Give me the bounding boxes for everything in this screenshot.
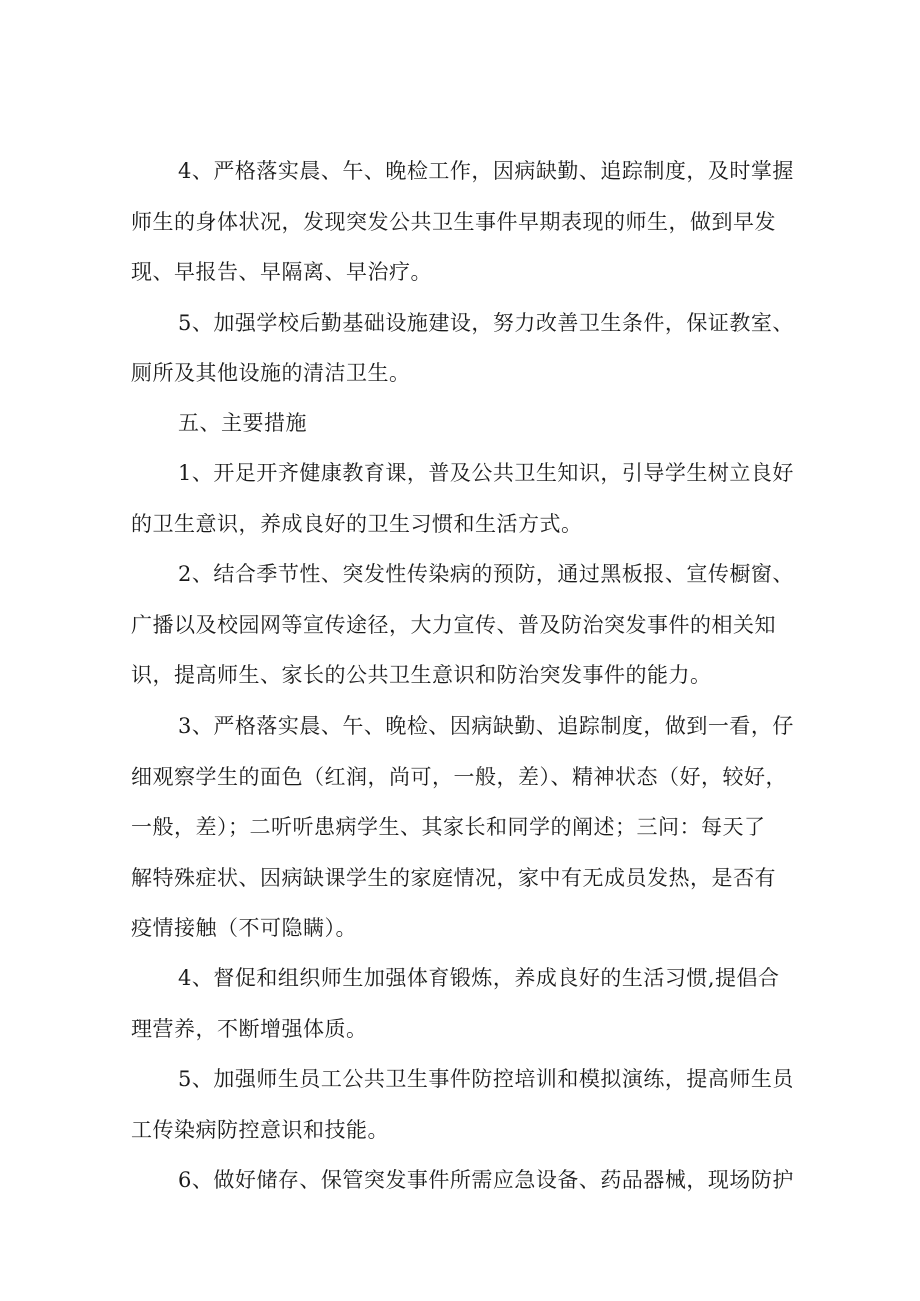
text-line: 细观察学生的面色（红润，尚可，一般，差）、精神状态（好，较好， [131, 765, 787, 789]
text-line: 2、结合季节性、突发性传染病的预防，通过黑板报、宣传橱窗、 [178, 562, 794, 586]
text-line: 4、严格落实晨、午、晚检工作，因病缺勤、追踪制度，及时掌握 [178, 159, 794, 183]
text-line: 识，提高师生、家长的公共卫生意识和防治突发事件的能力。 [131, 663, 712, 687]
text-line: 一般，差）；二听听患病学生、其家长和同学的阐述；三问：每天了 [131, 815, 766, 839]
text-line: 疫情接触（不可隐瞒）。 [131, 916, 357, 940]
text-line: 师生的身体状况，发现突发公共卫生事件早期表现的师生，做到早发 [131, 210, 776, 234]
text-line: 厕所及其他设施的清洁卫生。 [131, 361, 411, 385]
text-line: 现、早报告、早隔离、早治疗。 [131, 260, 432, 284]
text-line: 5、加强师生员工公共卫生事件防控培训和模拟演练，提高师生员 [178, 1067, 794, 1091]
text-line: 的卫生意识，养成良好的卫生习惯和生活方式。 [131, 512, 583, 536]
text-line: 6、做好储存、保管突发事件所需应急设备、药品器械，现场防护 [178, 1168, 794, 1192]
text-line: 5、加强学校后勤基础设施建设，努力改善卫生条件，保证教室、 [178, 311, 794, 335]
text-line: 广播以及校园网等宣传途径，大力宣传、普及防治突发事件的相关知 [131, 613, 776, 637]
text-line: 1、开足开齐健康教育课，普及公共卫生知识，引导学生树立良好 [178, 461, 794, 485]
text-line: 4、督促和组织师生加强体育锻炼，养成良好的生活习惯,提倡合 [178, 966, 780, 990]
text-line: 3、严格落实晨、午、晚检、因病缺勤、追踪制度，做到一看，仔 [178, 714, 794, 738]
text-line: 理营养，不断增强体质。 [131, 1017, 368, 1041]
text-line: 工传染病防控意识和技能。 [131, 1118, 389, 1142]
text-line: 解特殊症状、因病缺课学生的家庭情况，家中有无成员发热，是否有 [131, 866, 776, 890]
section-heading: 五、主要措施 [178, 411, 307, 435]
